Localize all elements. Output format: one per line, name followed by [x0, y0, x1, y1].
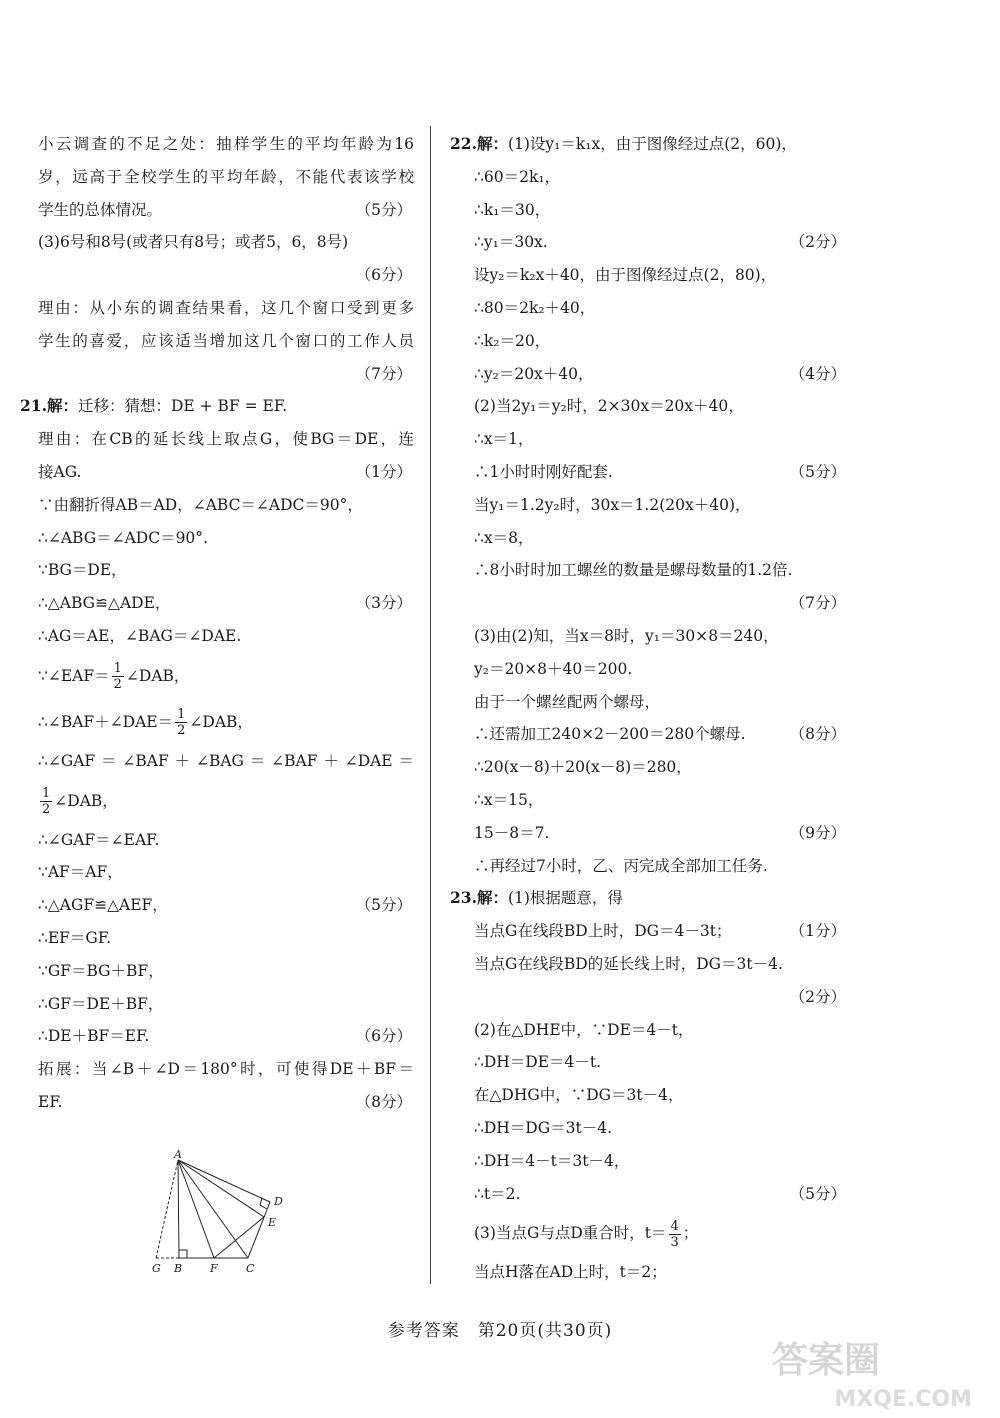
fraction: $\frac{4}{3}$	[670, 1218, 679, 1250]
label-a: A	[174, 1148, 182, 1161]
text-line: ∴DE＋BF＝EF. （6分）	[38, 1020, 414, 1053]
right-column	[452, 128, 848, 1289]
text-line: ∴8小时时加工螺丝的数量是螺母数量的1.2倍.	[474, 561, 793, 580]
text-line: ∴△AGF≌△AEF， （5分）	[38, 889, 414, 922]
score-label: （2分）	[789, 233, 846, 252]
text-line: ∴DH＝4－t＝3t－4，	[474, 1151, 630, 1170]
geometry-figure	[148, 1148, 288, 1278]
text-line: (2)当2y₁＝y₂时，2×30x＝20x＋40，	[474, 397, 744, 416]
text-line: 当y₁＝1.2y₂时，30x＝1.2(20x＋40)，	[474, 495, 751, 514]
text-line: ∵由翻折得AB＝AD，∠ABC＝∠ADC＝90°，	[38, 495, 363, 514]
text-line: ∴80＝2k₂＋40，	[474, 298, 596, 317]
score-label: （9分）	[789, 823, 846, 842]
score-label: （7分）	[355, 364, 412, 383]
question-21-header: 21.解：迁移：猜想：DE + BF = EF.	[20, 396, 288, 416]
question-number: 21.解：	[20, 396, 78, 416]
text-line: 由于一个螺丝配两个螺母，	[474, 692, 661, 711]
text-line: ∴y₂＝20x＋40， （4分）	[452, 358, 848, 391]
question-number: 23.解：	[450, 888, 508, 908]
text-line: $\frac{1}{2}$ ∠DAB，	[42, 786, 118, 818]
label-b: B	[174, 1262, 183, 1275]
watermark-url: MXQE.COM	[834, 1387, 972, 1412]
text-line: (3)6号和8号(或者只有8号；或者5，6，8号)	[38, 233, 349, 252]
text-line: 岁，远高于全校学生的平均年龄，不能代表该学校	[38, 167, 414, 186]
text-line: ∴60＝2k₁，	[474, 167, 561, 186]
segment-af	[178, 1160, 214, 1258]
text-line: 理由：在CB的延长线上取点G，使BG＝DE，连	[38, 430, 414, 449]
score-label: （6分）	[355, 1027, 412, 1046]
text-line: ∴∠BAF＋∠DAE＝ $\frac{1}{2}$ ∠DAB，	[38, 707, 253, 739]
question-23-header: 23.解：(1)根据题意，得	[450, 888, 623, 908]
text-line: ∵BG＝DE，	[38, 561, 127, 580]
text-line: EF. （8分）	[38, 1086, 414, 1119]
text-line: 在△DHG中，∵DG＝3t－4，	[474, 1086, 684, 1105]
fraction: $\frac{1}{2}$	[113, 661, 122, 693]
label-c: C	[246, 1262, 255, 1275]
text-line: ∴DH＝DE＝4－t.	[474, 1053, 602, 1072]
segment-ag	[156, 1160, 178, 1258]
label-e: E	[268, 1216, 277, 1229]
score-label: （5分）	[355, 896, 412, 915]
text-line: 当点H落在AD上时，t＝2；	[474, 1263, 667, 1282]
text-line	[38, 358, 414, 391]
question-22-header: 22.解：(1)设y₁＝k₁x，由于图像经过点(2，60)，	[450, 134, 797, 153]
segment-ad	[178, 1160, 270, 1202]
text-line: 学生的喜爱，应该适当增加这几个窗口的工作人员	[38, 331, 414, 350]
score-label: （2分）	[789, 987, 846, 1006]
segment-cd	[248, 1202, 270, 1258]
text-line: ∴∠ABG＝∠ADC＝90°.	[38, 528, 208, 547]
text-line: 小云调查的不足之处：抽样学生的平均年龄为16	[38, 135, 414, 153]
column-divider	[430, 126, 431, 1284]
score-label: （8分）	[355, 1092, 412, 1111]
text-line: 拓展：当∠B＋∠D＝180°时，可使得DE＋BF＝	[38, 1060, 414, 1079]
text-line: ∵∠EAF＝ $\frac{1}{2}$ ∠DAB，	[38, 661, 190, 693]
page-footer: 参考答案 第20页(共30页)	[387, 1321, 613, 1341]
score-label: （5分）	[789, 462, 846, 481]
text-line: ∴GF＝DE＋BF，	[38, 994, 164, 1013]
text-line: ∴x＝15，	[474, 790, 544, 809]
segment-ab	[178, 1160, 179, 1258]
text-line: ∴k₂＝20，	[474, 331, 551, 350]
text-line: ∴1小时时刚好配套. （5分）	[452, 456, 848, 489]
text-line: ∴k₁＝30，	[474, 200, 551, 219]
text-line: ∵GF＝BG＋BF，	[38, 961, 164, 980]
text-line: y₂＝20×8＋40＝200.	[474, 659, 633, 678]
question-number: 22.解：	[450, 134, 508, 153]
text-line: ∴20(x－8)＋20(x－8)＝280，	[474, 758, 692, 777]
text-line: ∴x＝8，	[474, 528, 534, 547]
text-line: ∴DH＝DG＝3t－4.	[474, 1118, 612, 1137]
text-line	[38, 259, 414, 292]
text-line: ∴y₁＝30x. （2分）	[452, 226, 848, 259]
fraction: $\frac{1}{2}$	[177, 707, 186, 739]
segment-ac	[178, 1160, 248, 1258]
score-label: （1分）	[789, 922, 846, 941]
text-line: ∴∠GAF＝∠EAF.	[38, 830, 160, 849]
text-line: ∵AF＝AF，	[38, 863, 123, 882]
text-line: ∴△ABG≌△ADE， （3分）	[38, 587, 414, 620]
text-line: ∴AG＝AE，∠BAG＝∠DAE.	[38, 626, 242, 645]
text-line: ∴再经过7小时，乙、丙完成全部加工任务.	[474, 856, 768, 875]
score-label: （7分）	[789, 594, 846, 613]
text-line: ∴EF＝GF.	[38, 928, 112, 947]
score-label: （5分）	[355, 200, 412, 219]
label-d: D	[274, 1195, 283, 1208]
text-line: 设y₂＝k₂x＋40，由于图像经过点(2，80)，	[474, 266, 777, 285]
score-label: （3分）	[355, 594, 412, 613]
text-line	[452, 981, 848, 1014]
text-line: ∴t＝2. （5分）	[452, 1178, 848, 1211]
score-label: （5分）	[789, 1184, 846, 1203]
score-label: （8分）	[789, 725, 846, 744]
watermark-text: 答案圈	[772, 1340, 881, 1381]
text-line: ∴∠GAF＝∠BAF＋∠BAG＝∠BAF＋∠DAE＝	[38, 751, 414, 770]
text-line: 当点G在线段BD上时，DG＝4－3t； （1分）	[452, 915, 848, 948]
text-line: (3)当点G与点D重合时，t＝ $\frac{4}{3}$ ；	[474, 1218, 699, 1250]
left-column	[20, 128, 414, 1119]
text-line: ∴还需加工240×2－200＝280个螺母. （8分）	[452, 718, 848, 751]
text-line: 接AG. （1分）	[38, 456, 414, 489]
label-g: G	[152, 1262, 161, 1275]
text-line: (2)在△DHE中，∵DE＝4－t，	[474, 1020, 694, 1039]
text-line	[452, 587, 848, 620]
text-line: 当点G在线段BD的延长线上时，DG＝3t－4.	[474, 954, 783, 973]
score-label: （1分）	[355, 462, 412, 481]
segment-ae	[178, 1160, 264, 1217]
text-line: 15－8＝7. （9分）	[452, 817, 848, 850]
fraction: $\frac{1}{2}$	[42, 786, 51, 818]
watermark-logo	[772, 1332, 972, 1412]
label-f: F	[210, 1262, 218, 1275]
text-line: ∴x＝1，	[474, 430, 534, 449]
text-line: (3)由(2)知，当x＝8时，y₁＝30×8＝240，	[474, 626, 779, 645]
text-line: 理由：从小东的调查结果看，这几个窗口受到更多	[38, 298, 414, 317]
score-label: （6分）	[355, 266, 412, 285]
text-line: 学生的总体情况。 （5分）	[38, 194, 414, 227]
score-label: （4分）	[789, 364, 846, 383]
right-angle-b	[179, 1250, 187, 1258]
